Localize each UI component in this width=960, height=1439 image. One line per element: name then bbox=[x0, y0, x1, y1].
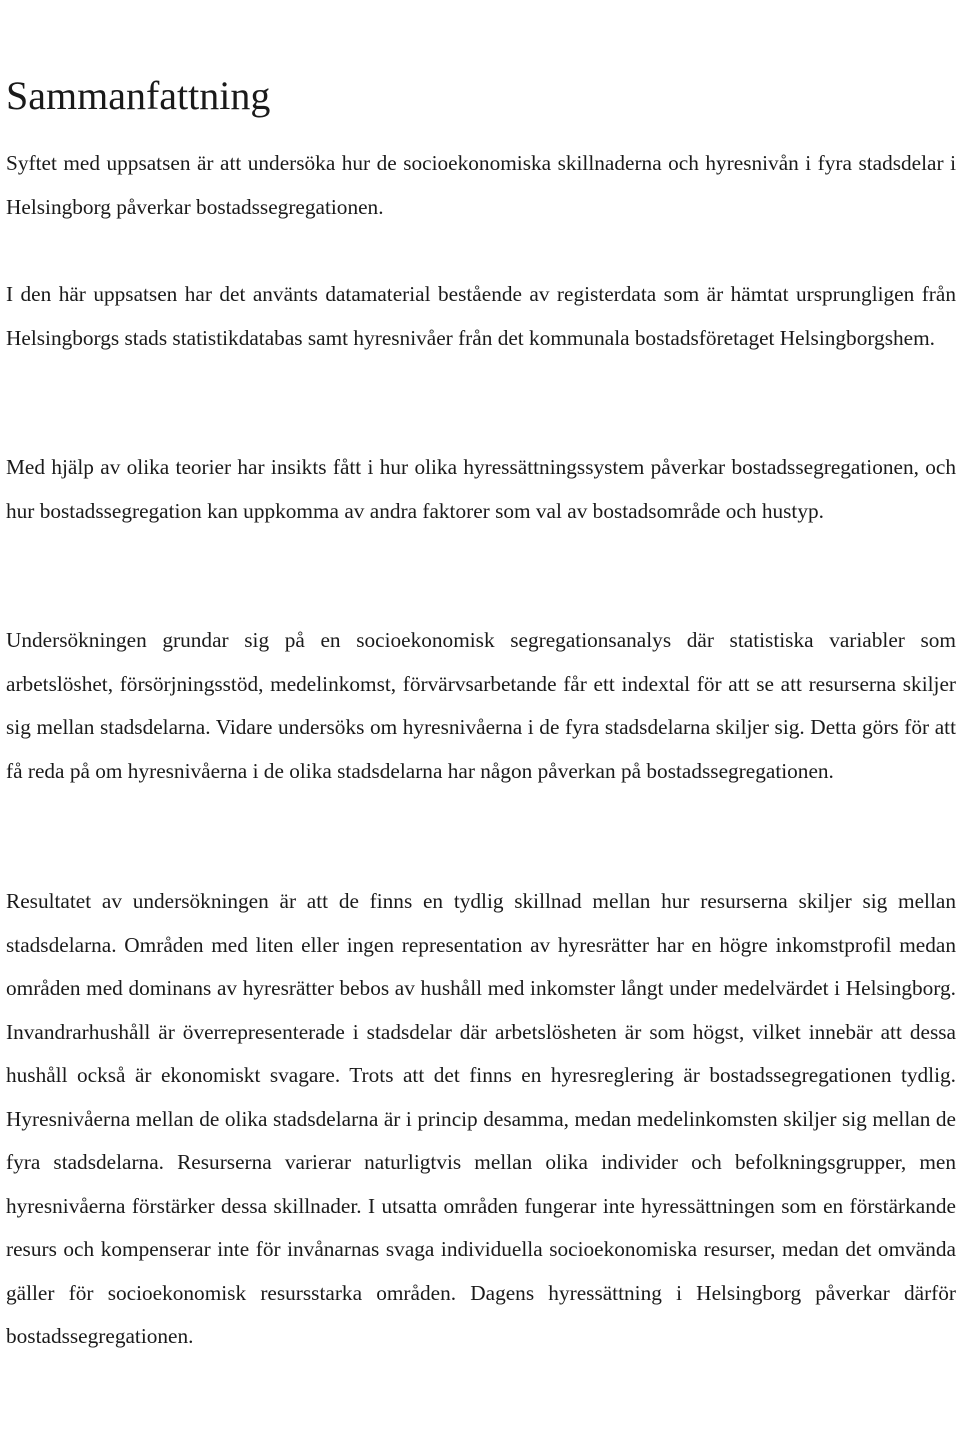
paragraph-purpose: Syftet med uppsatsen är att undersöka hur de socioekonomiska skillnaderna och hyresnivån i fyra stadsdelar i Helsingborg påverkar bostadssegregationen. bbox=[6, 151, 956, 219]
paragraph-results: Resultatet av undersökningen är att de finns en tydlig skillnad mellan hur resurserna skiljer sig mellan stadsdelarna. Områden med liten eller ingen representation av hyresrätter har en högre inkomstprofil medan områden med dominans av hyresrätter bebos av hushåll med inkomster långt under medelvärdet i Helsingborg. Invandrarhushåll är överrepresenterade i stadsdelar där arbetslösheten är som högst, vilket innebär att dessa hushåll också är ekonomiskt svagare. Trots att det finns en hyresreglering är bostadssegregationen tydlig. Hyresnivåerna mellan de olika stadsdelarna är i princip desamma, medan medelinkomsten skiljer sig mellan de fyra stadsdelarna. Resurserna varierar naturligtvis mellan olika individer och befolkningsgrupper, men hyresnivåerna förstärker dessa skillnader. I utsatta områden fungerar inte hyressättningen som en förstärkande resurs och kompenserar inte för invånarnas svaga individuella socioekonomiska resurser, medan det omvända gäller för socioekonomisk resursstarka områden. Dagens hyressättning i Helsingborg påverkar därför bostadssegregationen. bbox=[6, 889, 956, 1348]
paragraph-theories: Med hjälp av olika teorier har insikts fått i hur olika hyressättningssystem påverkar bostadssegregationen, och hur bostadssegregation kan uppkomma av andra faktorer som val av bostadsområde och hustyp. bbox=[6, 455, 956, 523]
page-title: Sammanfattning bbox=[6, 73, 271, 118]
paragraph-data-sources: I den här uppsatsen har det använts datamaterial bestående av registerdata som är hämtat ursprungligen från Helsingborgs stads statistikdatabas samt hyresnivåer från det kommunala bostadsföretaget Helsingborgshem. bbox=[6, 282, 956, 350]
paragraph-method: Undersökningen grundar sig på en socioekonomisk segregationsanalys där statistiska variabler som arbetslöshet, försörjningsstöd, medelinkomst, förvärvsarbetande får ett indextal för att se att resurserna skiljer sig mellan stadsdelarna. Vidare undersöks om hyresnivåerna i de fyra stadsdelarna skiljer sig. Detta görs för att få reda på om hyresnivåerna i de olika stadsdelarna har någon påverkan på bostadssegregationen. bbox=[6, 628, 956, 783]
